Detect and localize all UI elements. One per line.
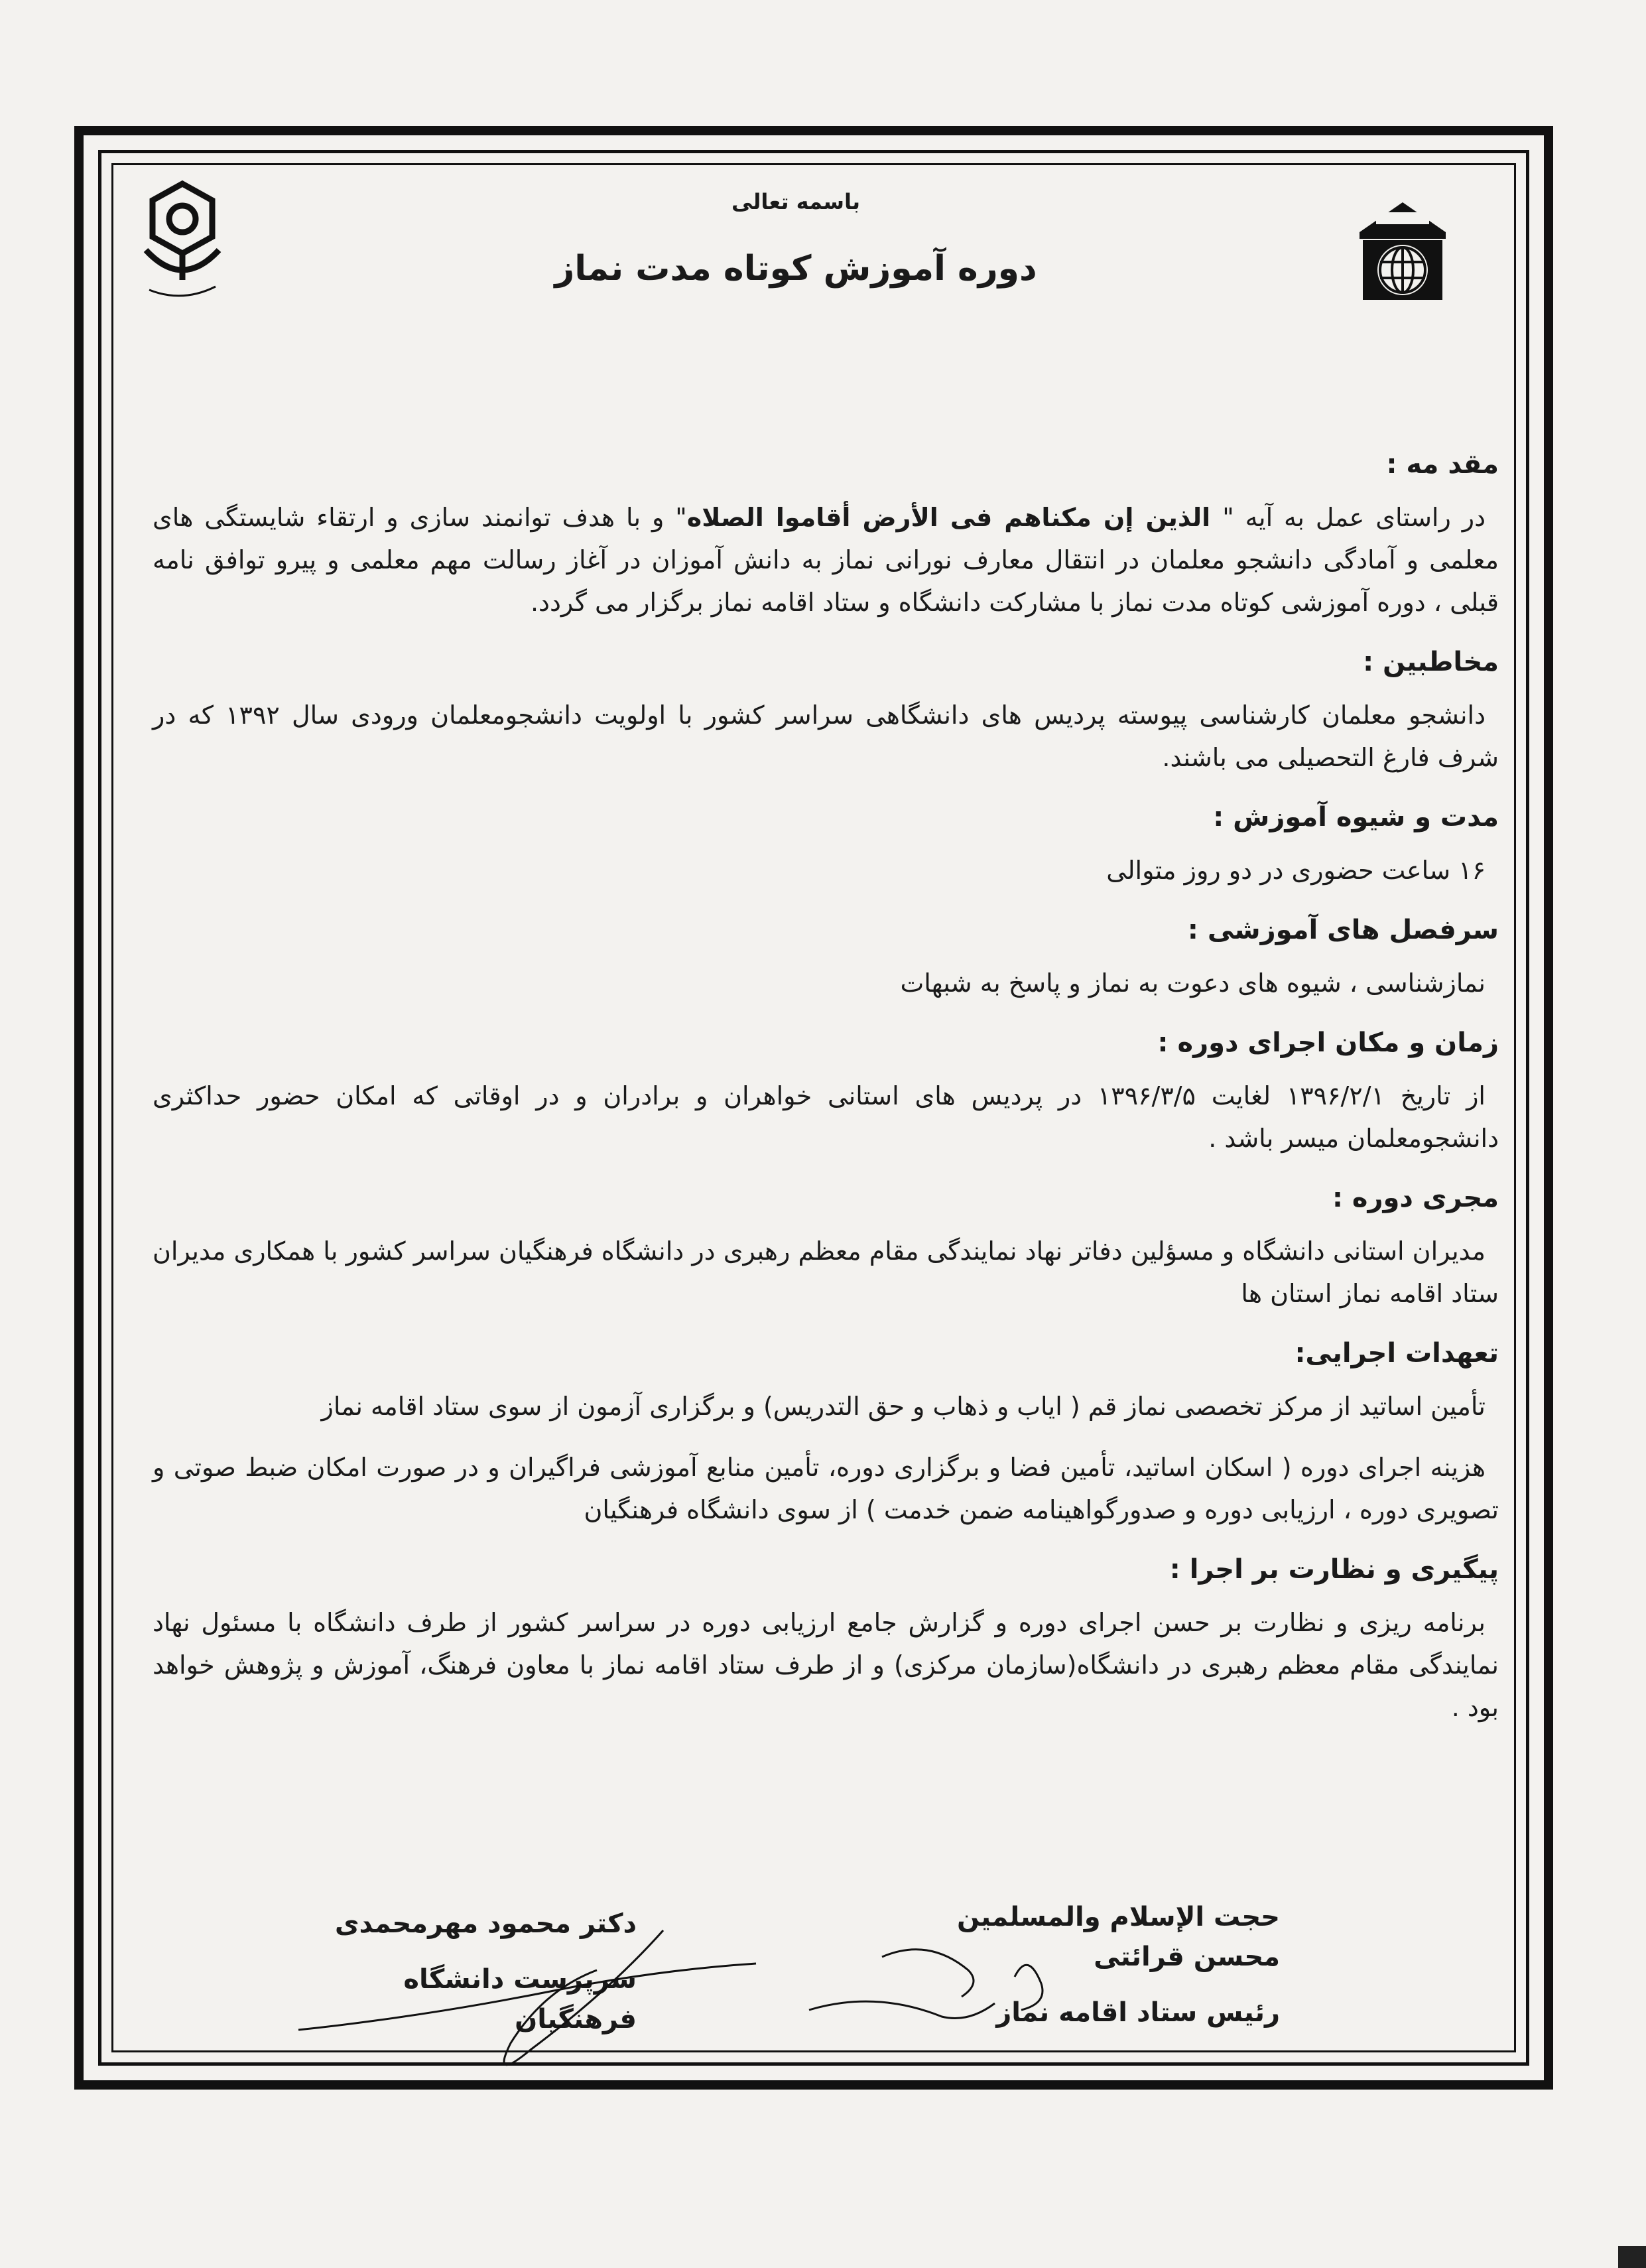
section-heading: سرفصل های آموزشی : <box>1187 915 1499 945</box>
signature-block-right <box>875 1897 1280 2033</box>
paragraph-text: در راستای عمل به آیه " <box>1222 503 1486 532</box>
signatory-role: رئیس ستاد اقامه نماز <box>996 1997 1280 2028</box>
section-introduction <box>153 444 1499 624</box>
section-duration <box>153 797 1499 892</box>
document-body <box>153 444 1499 1747</box>
section-supervision <box>153 1550 1499 1729</box>
section-heading: زمان و مکان اجرای دوره : <box>1157 1028 1499 1058</box>
section-heading: مخاطبین : <box>1363 647 1499 677</box>
section-paragraph: نمازشناسی ، شیوه های دعوت به نماز و پاسخ به شبهات <box>900 968 1486 998</box>
section-curriculum <box>153 910 1499 1004</box>
section-paragraph <box>153 496 1499 624</box>
basmala: باسمه تعالی <box>731 189 860 214</box>
section-heading: مجری دوره : <box>1332 1183 1499 1213</box>
paragraph-text: " و با هدف توانمند سازی و ارتقاء شایستگی های معلمی و آمادگی دانشجو معلمان در انتقال معارف نورانی نماز به دانش آموزان در آغاز رسالت مهم معلمی و پیرو توافق نامه قبلی ، دوره آموزشی کوتاه مدت نماز با مشارکت دانشگاه و ستاد اقامه نماز برگزار می گردد. <box>153 503 1499 617</box>
document-title: دوره آموزش کوتاه مدت نماز <box>554 249 1037 289</box>
section-paragraph: تأمین اساتید از مرکز تخصصی نماز قم ( ایاب و ذهاب و حق التدریس) و برگزاری آزمون از سوی ستاد اقامه نماز <box>321 1392 1486 1421</box>
section-obligations <box>153 1333 1499 1531</box>
signatory-name: دکتر محمود مهرمحمدی <box>334 1908 637 1939</box>
signatory-role: سرپرست دانشگاه فرهنگیان <box>403 1964 637 2035</box>
section-audience <box>153 642 1499 779</box>
section-paragraph: هزینه اجرای دوره ( اسکان اساتید، تأمین فضا و برگزاری دوره، تأمین منابع آموزشی فراگیران و در صورت امکان ضبط صوتی و تصویری دوره ، ارزیابی دوره و صدورگواهینامه ضمن خدمت ) از سوی دانشگاه فرهنگیان <box>153 1453 1499 1524</box>
section-heading: مدت و شیوه آموزش : <box>1213 802 1499 833</box>
signatory-name: حجت الإسلام والمسلمین محسن قرائتی <box>957 1902 1280 1972</box>
section-paragraph: از تاریخ ۱۳۹۶/۲/۱ لغایت ۱۳۹۶/۳/۵ در پردیس های استانی خواهران و برادران و در اوقاتی که امکان حضور حداکثری دانشجومعلمان میسر باشد . <box>153 1081 1499 1153</box>
section-time-place <box>153 1023 1499 1160</box>
farhangian-university-logo <box>133 174 232 320</box>
signature-block-left <box>292 1904 637 2039</box>
section-heading: تعهدات اجرایی: <box>1295 1338 1499 1368</box>
setad-eghameh-namaz-logo <box>1353 186 1452 325</box>
section-heading: مقد مه : <box>1386 449 1499 480</box>
quran-verse: الذین إن مکناهم فی الأرض أقاموا الصلاه <box>686 503 1223 532</box>
section-paragraph: دانشجو معلمان کارشناسی پیوسته پردیس های دانشگاهی سراسر کشور با اولویت دانشجومعلمان ورودی سال ۱۳۹۲ که در شرف فارغ التحصیلی می باشند. <box>153 700 1499 772</box>
section-paragraph: مدیران استانی دانشگاه و مسؤلین دفاتر نهاد نمایندگی مقام معظم رهبری در دانشگاه فرهنگیان سراسر کشور با همکاری مدیران ستاد اقامه نماز استان ها <box>153 1236 1499 1308</box>
corner-watermark <box>1618 2246 1646 2268</box>
section-heading: پیگیری و نظارت بر اجرا : <box>1169 1554 1499 1585</box>
section-paragraph: ۱۶ ساعت حضوری در دو روز متوالی <box>1106 856 1486 885</box>
section-executor <box>153 1178 1499 1315</box>
section-paragraph: برنامه ریزی و نظارت بر حسن اجرای دوره و گزارش جامع ارزیابی دوره در سراسر کشور از طرف دانشگاه با مسئول نهاد نمایندگی مقام معظم رهبری در دانشگاه(سازمان مرکزی) و از طرف ستاد اقامه نماز با معاون فرهنگ، آموزش و پژوهش خواهد بود . <box>153 1608 1499 1722</box>
